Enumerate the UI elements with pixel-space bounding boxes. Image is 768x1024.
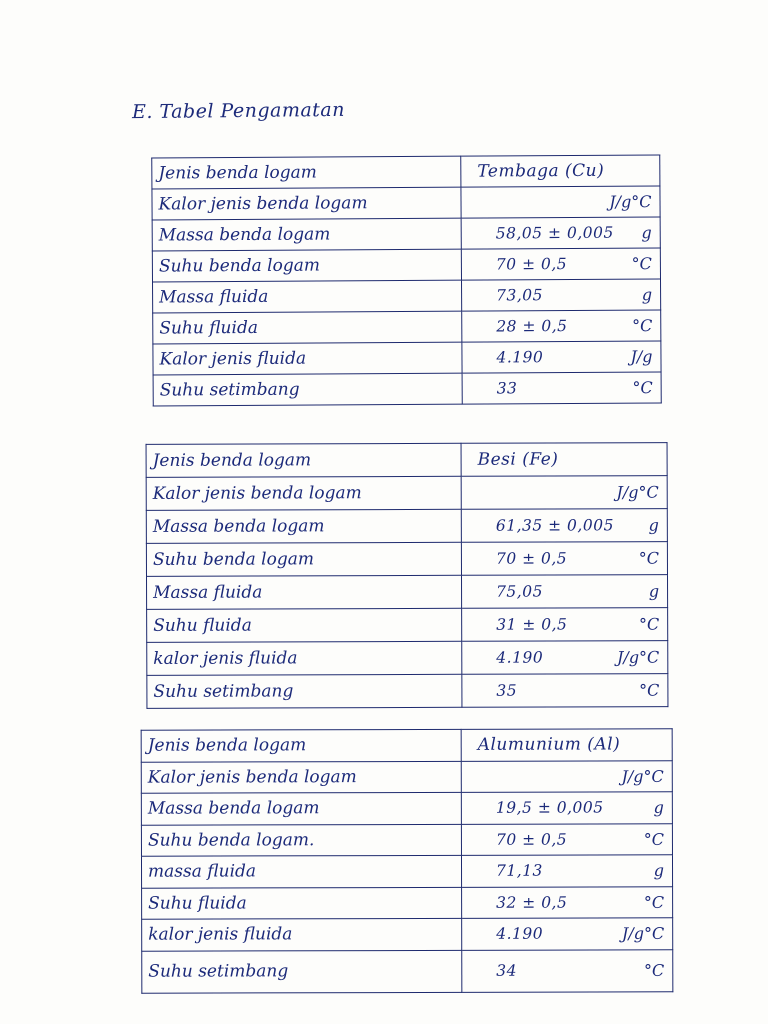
row-value: 75,05 <box>496 582 543 601</box>
row-value: 32 ± 0,5 <box>496 893 568 912</box>
row-unit: °C <box>643 892 665 912</box>
row-value: 71,13 <box>496 861 543 881</box>
row-label: Suhu setimbang <box>142 950 462 993</box>
value-cell <box>461 792 672 824</box>
page-title: E. Tabel Pengamatan <box>131 98 346 124</box>
row-label: Suhu benda logam. <box>141 824 461 856</box>
value-cell <box>461 575 667 609</box>
row-value: 73,05 <box>496 286 544 305</box>
row-value: 35 <box>496 681 518 700</box>
row-unit: °C <box>639 680 660 700</box>
row-value: 70 ± 0,5 <box>495 830 568 849</box>
row-label: Kalor jenis benda logam <box>141 761 461 793</box>
row-label: Suhu benda logam <box>146 542 461 576</box>
row-value: Alumunium (Al) <box>477 734 621 756</box>
value-cell <box>461 760 672 792</box>
row-unit: J/g°C <box>616 647 660 667</box>
table-row <box>142 918 673 951</box>
row-unit: J/g°C <box>621 924 665 944</box>
row-value: 31 ± 0,5 <box>496 615 568 634</box>
row-unit: g <box>641 285 653 305</box>
table-row <box>146 443 667 478</box>
row-label: Massa benda logam <box>141 792 461 824</box>
row-label: Suhu setimbang <box>153 373 462 406</box>
row-unit: J/g <box>630 346 653 367</box>
table-row <box>152 186 660 220</box>
table-row <box>152 217 660 251</box>
observation-table-copper <box>151 154 662 406</box>
value-cell <box>462 372 661 404</box>
value-cell <box>461 509 667 543</box>
row-value: 4.190 <box>496 924 544 944</box>
value-cell <box>462 641 668 675</box>
row-label: Jenis benda logam <box>152 156 461 189</box>
metal-type-value <box>461 729 672 761</box>
table-row <box>147 608 668 643</box>
observation-table-iron <box>146 442 669 709</box>
row-unit: °C <box>644 960 665 980</box>
value-cell <box>461 855 672 887</box>
row-label: Kalor jenis benda logam <box>146 476 461 510</box>
table-row <box>146 542 667 577</box>
table-row <box>142 949 673 992</box>
row-unit: °C <box>632 377 653 398</box>
table-row <box>141 729 672 762</box>
row-unit: J/g°C <box>616 482 659 502</box>
metal-type-value <box>461 155 660 187</box>
row-unit: J/g°C <box>609 192 652 212</box>
row-label: Suhu fluida <box>153 311 462 344</box>
table-row <box>152 248 660 282</box>
row-label: Suhu benda logam <box>152 249 461 282</box>
row-label: kalor jenis fluida <box>142 918 462 950</box>
observation-table-aluminium <box>141 728 674 993</box>
value-cell <box>461 823 672 855</box>
row-unit: g <box>653 861 665 881</box>
table-row <box>146 509 667 544</box>
table-row <box>147 641 668 676</box>
row-label: Massa fluida <box>153 280 462 313</box>
row-value: 61,35 ± 0,005 <box>495 516 614 535</box>
row-label: kalor jenis fluida <box>147 641 462 675</box>
row-unit: g <box>653 798 664 818</box>
row-label: massa fluida <box>141 855 461 887</box>
row-value: 28 ± 0,5 <box>496 317 568 336</box>
row-value: 4.190 <box>496 648 544 667</box>
value-cell <box>462 674 668 708</box>
row-unit: °C <box>631 315 653 336</box>
row-value: 70 ± 0,5 <box>495 549 568 568</box>
table-row <box>153 372 661 406</box>
table-row <box>153 279 661 313</box>
row-value: 33 <box>496 379 518 398</box>
row-value: 4.190 <box>496 348 544 367</box>
metal-type-value <box>461 443 667 477</box>
row-label: Suhu fluida <box>147 608 462 642</box>
value-cell <box>462 341 661 373</box>
row-unit: g <box>641 223 652 243</box>
row-label: Jenis benda logam <box>141 729 461 761</box>
table-row <box>147 674 668 709</box>
value-cell <box>461 248 660 280</box>
row-label: Suhu fluida <box>142 887 462 919</box>
table-row <box>152 155 660 189</box>
value-cell <box>462 918 673 950</box>
value-cell <box>462 949 673 992</box>
table-row <box>142 886 673 919</box>
table-row <box>141 760 672 793</box>
row-unit: °C <box>631 254 652 274</box>
row-value: 34 <box>496 961 518 980</box>
row-label: Kalor jenis benda logam <box>152 187 461 220</box>
row-label: Suhu setimbang <box>147 674 462 708</box>
row-value: Besi (Fe) <box>477 449 559 470</box>
table-row <box>141 855 672 888</box>
value-cell <box>461 476 667 510</box>
row-value: Tembaga (Cu) <box>477 160 605 182</box>
table-row <box>141 823 672 856</box>
row-label: Massa benda logam <box>152 218 461 251</box>
row-label: Massa fluida <box>147 575 462 609</box>
value-cell <box>462 608 668 642</box>
row-unit: °C <box>638 614 660 634</box>
row-unit: °C <box>643 829 664 849</box>
table-row <box>147 575 668 610</box>
table-row <box>141 792 672 825</box>
row-value: 58,05 ± 0,005 <box>495 223 614 243</box>
row-label: Massa benda logam <box>146 509 461 543</box>
table-row <box>146 476 667 511</box>
value-cell <box>462 886 673 918</box>
row-value: 19,5 ± 0,005 <box>495 798 604 818</box>
value-cell <box>461 279 660 311</box>
row-value: 70 ± 0,5 <box>495 255 568 274</box>
value-cell <box>461 542 667 576</box>
row-label: Kalor jenis fluida <box>153 342 462 375</box>
value-cell <box>461 217 660 249</box>
table-row <box>153 310 661 344</box>
table-row <box>153 341 661 375</box>
row-unit: g <box>648 581 660 601</box>
row-unit: J/g°C <box>621 766 664 786</box>
value-cell <box>462 310 661 342</box>
row-unit: °C <box>638 548 659 568</box>
row-unit: g <box>648 515 659 535</box>
value-cell <box>461 186 660 218</box>
row-label: Jenis benda logam <box>146 443 461 477</box>
